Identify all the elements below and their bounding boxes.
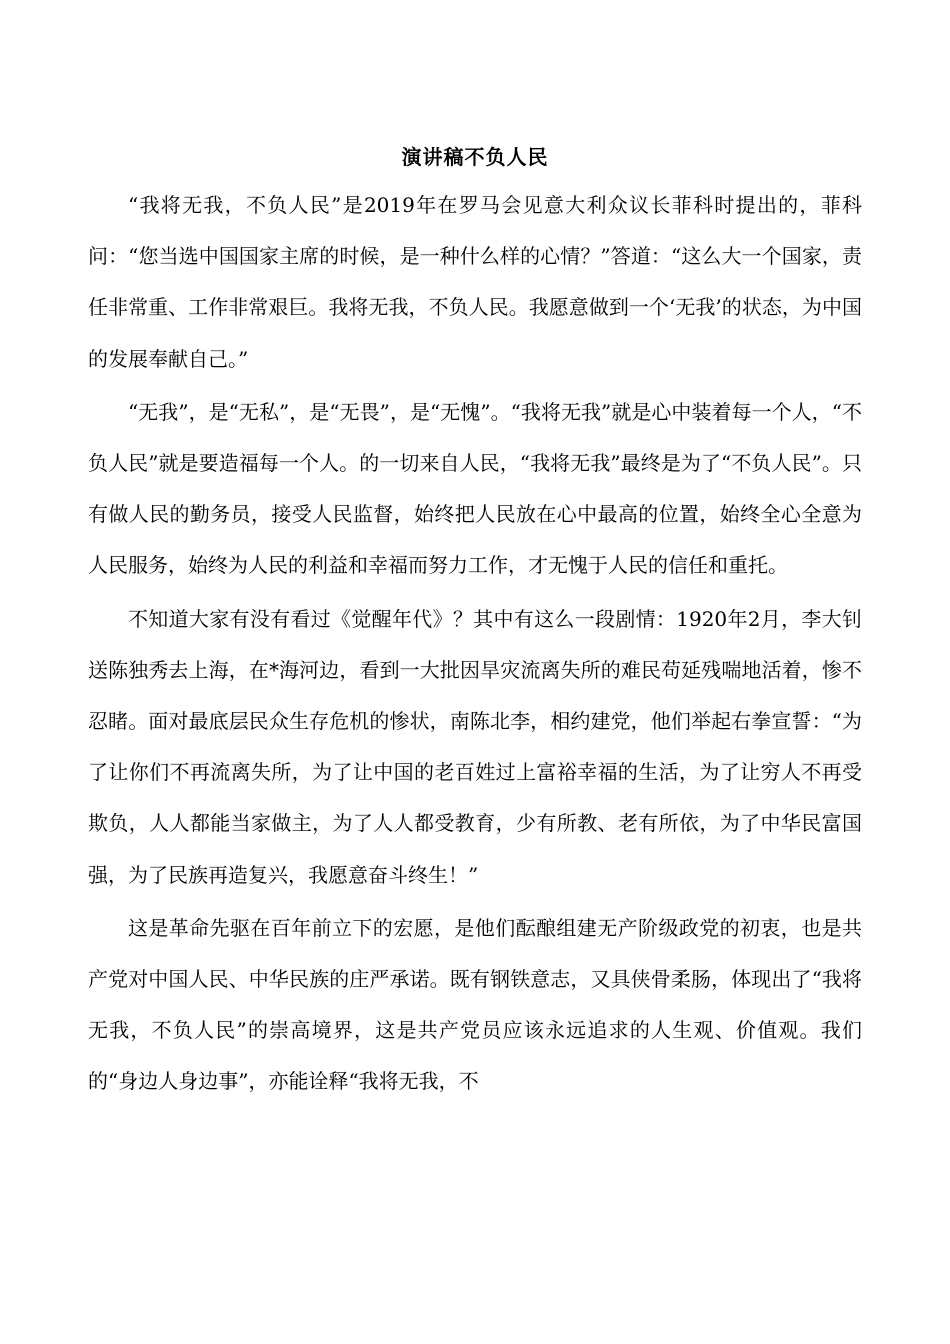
paragraph-2: “无我”，是“无私”，是“无畏”，是“无愧”。“我将无我”就是心中装着每一个人，“不负人民”就是要造福每一个人。的一切来自人民，“我将无我”最终是为了“不负人民”。只有做人民的勤务员，接受人民监督，始终把人民放在心中最高的位置，始终全心全意为人民服务，始终为人民的利益和幸福而努力工作，才无愧于人民的信任和重托。 <box>88 399 862 578</box>
document-title: 演讲稿不负人民 <box>401 145 549 169</box>
paragraph-4: 这是革命先驱在百年前立下的宏愿，是他们酝酿组建无产阶级政党的初衷，也是共产党对中国人民、中华民族的庄严承诺。既有钢铁意志，又具侠骨柔肠，体现出了“我将无我，不负人民”的崇高境界，这是共产党员应该永远追求的人生观、价值观。我们的“身边人身边事”，亦能诠释“我将无我，不 <box>88 915 862 1094</box>
document-body <box>88 138 862 1110</box>
paragraph-1: “我将无我，不负人民”是2019年在罗马会见意大利众议长菲科时提出的，菲科问：“您当选中国国家主席的时候，是一种什么样的心情？”答道：“这么大一个国家，责任非常重、工作非常艰巨。我将无我，不负人民。我愿意做到一个‘无我’的状态，为中国的发展奉献自己。” <box>88 193 862 371</box>
paragraph-3: 不知道大家有没有看过《觉醒年代》？其中有这么一段剧情：1920年2月，李大钊送陈独秀去上海，在*海河边，看到一大批因旱灾流离失所的难民苟延残喘地活着，惨不忍睹。面对最底层民众生存危机的惨状，南陈北李，相约建党，他们举起右拳宣誓：“为了让你们不再流离失所，为了让中国的老百姓过上富裕幸福的生活，为了让穷人不再受欺负，人人都能当家做主，为了人人都受教育，少有所教、老有所依，为了中华民富国强，为了民族再造复兴，我愿意奋斗终生！” <box>88 606 862 887</box>
